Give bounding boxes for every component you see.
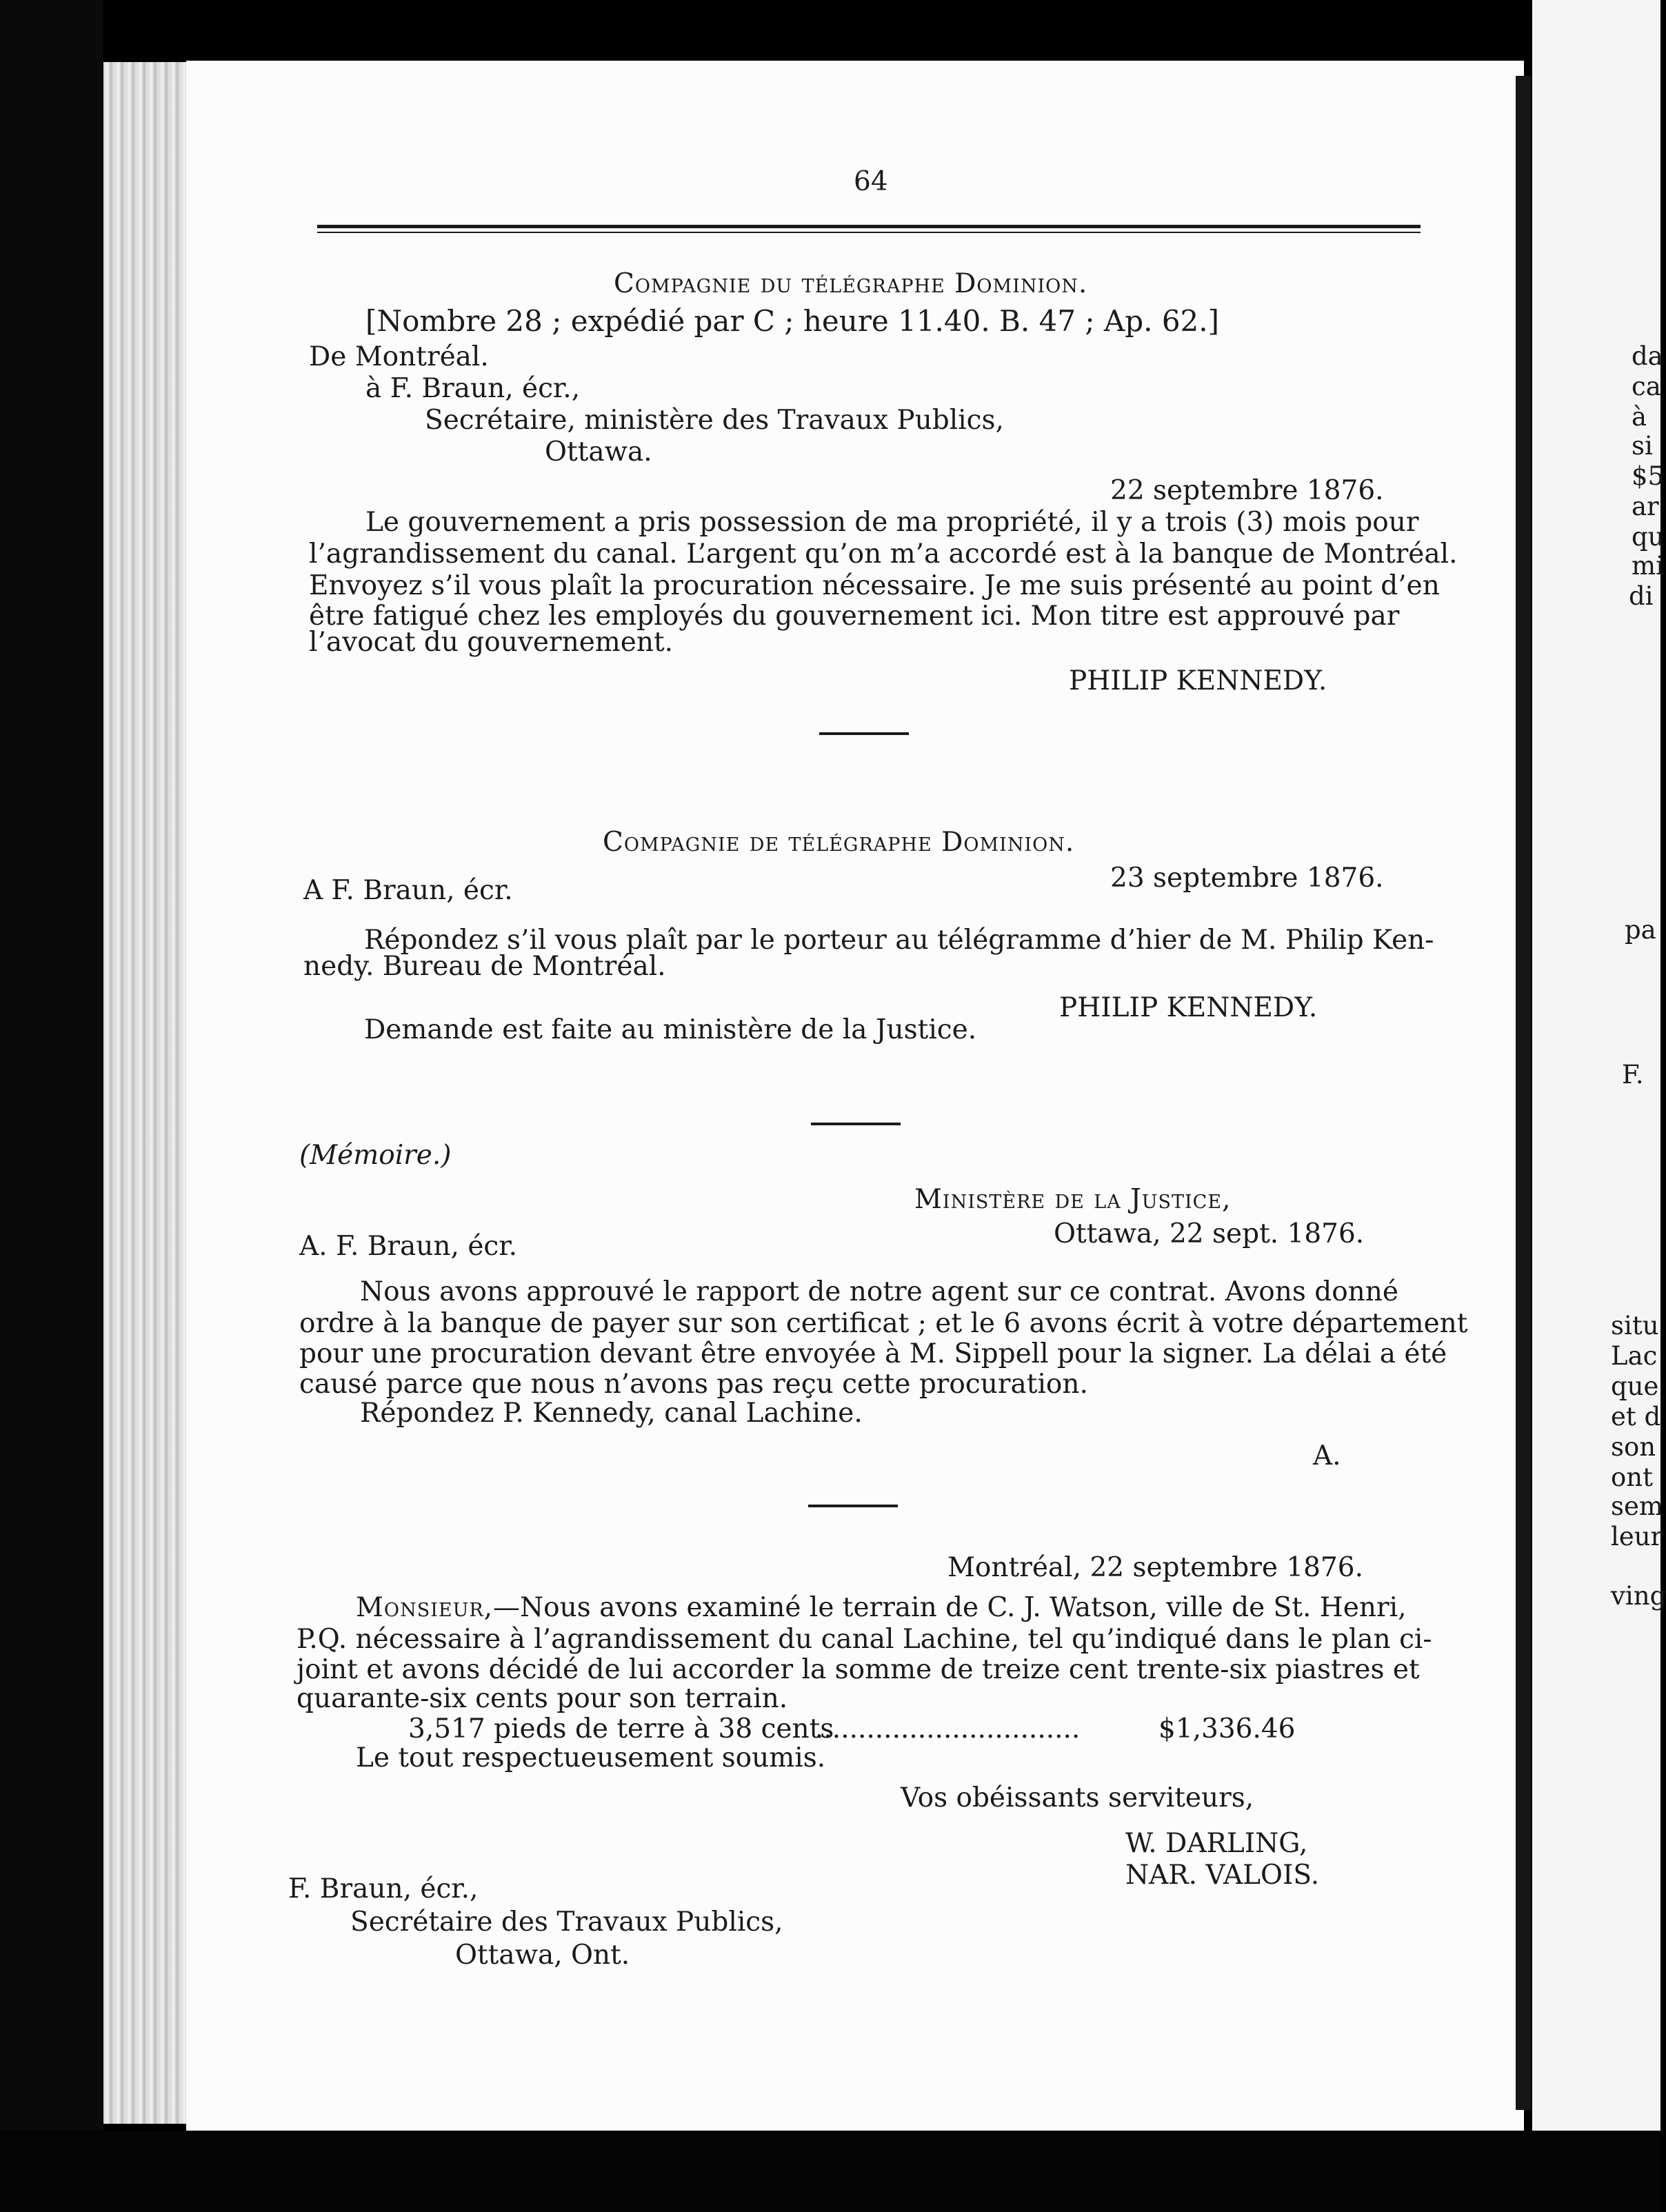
memo-signature: A. [1313,1440,1341,1471]
letter-first-line [356,1590,1406,1626]
section-divider [811,1123,901,1125]
letter-salutation: Monsieur, [356,1592,494,1623]
telegram1-meta: [Nombre 28 ; expédié par C ; heure 11.40. B. 47 ; Ap. 62.] [365,304,1219,338]
telegram1-signature: PHILIP KENNEDY. [1069,665,1327,696]
body-line: l’avocat du gouvernement. [309,627,674,658]
telegram1-to-title: Secrétaire, ministère des Travaux Publics, [425,405,1004,436]
book-gutter [1516,76,1531,2110]
addressee-line: F. Braun, écr., [288,1873,479,1904]
body-line: Le gouvernement a pris possession de ma propriété, il y a trois (3) mois pour [365,507,1419,538]
body-line: Répondez s’il vous plaît par le porteur au télégramme d’hier de M. Philip Ken- [364,925,1434,956]
body-line: Envoyez s’il vous plaît la procuration nécessaire. Je me suis présenté au point d’en [309,570,1440,601]
telegram2-to: A F. Braun, écr. [303,875,513,906]
section-divider [808,1505,898,1507]
fragment: F. [1622,1060,1644,1089]
telegram2-signature: PHILIP KENNEDY. [1059,992,1318,1023]
item-amount: $1,336.46 [1158,1713,1296,1745]
letter-valediction: Vos obéissants serviteurs, [901,1782,1254,1813]
letter-closing-line: Le tout respectueusement soumis. [356,1742,826,1773]
page-number: 64 [854,166,888,197]
telegram1-to-name: à F. Braun, écr., [365,373,581,404]
letter-place-date: Montréal, 22 septembre 1876. [947,1552,1363,1583]
body-line: ordre à la banque de payer sur son certificat ; et le 6 avons écrit à votre département [299,1308,1468,1339]
memo-label: (Mémoire.) [299,1140,452,1171]
body-line: joint et avons décidé de lui accorder la somme de treize cent trente-six piastres et [297,1654,1420,1685]
fragment: ont [1611,1462,1653,1492]
body-line: Nous avons approuvé le rapport de notre agent sur ce contrat. Avons donné [360,1276,1398,1307]
fragment: à [1632,402,1647,432]
telegram2-note: Demande est faite au ministère de la Justice. [364,1014,977,1045]
body-line: causé parce que nous n’avons pas reçu cette procuration. [299,1369,1088,1400]
fragment: situ [1611,1311,1659,1340]
item-description: 3,517 pieds de terre à 38 cents [408,1713,834,1745]
fragment: si [1632,431,1653,461]
fragment: sem [1611,1491,1663,1521]
telegram1-date: 22 septembre 1876. [1110,475,1384,506]
telegram1-from: De Montréal. [309,341,489,372]
memo-place-date: Ottawa, 22 sept. 1876. [1054,1218,1365,1249]
memo-dept: Ministère de la Justice, [914,1184,1232,1215]
telegram1-header: Compagnie du télégraphe Dominion. [614,268,1088,299]
scan-bottom-edge [0,2131,1660,2212]
fragment: Lac [1611,1341,1658,1371]
item-leader: ............................... [815,1713,1081,1745]
section-divider [819,732,909,735]
fragment: ar [1632,492,1659,521]
body-line: P.Q. nécessaire à l’agrandissement du canal Lachine, tel qu’indiqué dans le plan ci- [297,1624,1432,1655]
memo-to: A. F. Braun, écr. [299,1231,517,1262]
body-line: nedy. Bureau de Montréal. [303,951,666,982]
fragment: que [1611,1371,1659,1401]
body-line: être fatigué chez les employés du gouvernement ici. Mon titre est approuvé par [309,601,1400,632]
letter-signatory: NAR. VALOIS. [1125,1860,1320,1891]
telegram2-header: Compagnie de télégraphe Dominion. [603,827,1075,858]
letter-signatory: W. DARLING, [1125,1828,1308,1859]
fragment: ca [1632,372,1661,401]
fragment: son [1611,1432,1656,1462]
fragment: $5 [1632,461,1665,491]
fragment: pa [1625,915,1656,945]
fragment: qu [1632,522,1665,552]
body-line: l’agrandissement du canal. L’argent qu’on m’a accordé est à la banque de Montréal. [309,539,1458,570]
fragment: di [1629,581,1654,611]
telegram1-to-city: Ottawa. [545,436,652,467]
fragment: da [1632,341,1663,371]
addressee-line: Secrétaire des Travaux Publics, [350,1907,783,1938]
scan-left-edge [0,0,103,2212]
header-rule [317,225,1421,228]
next-page-edge [1532,0,1660,2212]
header-rule-thin [317,232,1421,233]
body-line: quarante-six cents pour son terrain. [297,1683,788,1714]
fragment: mi [1632,551,1664,581]
fragment: ving [1611,1581,1666,1611]
fragment: leur [1611,1522,1663,1551]
addressee-line: Ottawa, Ont. [455,1940,630,1971]
body-line: Répondez P. Kennedy, canal Lachine. [360,1398,863,1429]
book-page-edges [103,62,190,2124]
fragment: et d [1611,1402,1661,1431]
body-line: —Nous avons examiné le terrain de C. J. Watson, ville de St. Henri, [493,1592,1407,1623]
body-line: pour une procuration devant être envoyée à M. Sippell pour la signer. La délai a été [299,1338,1447,1369]
telegram2-date: 23 septembre 1876. [1110,863,1384,894]
